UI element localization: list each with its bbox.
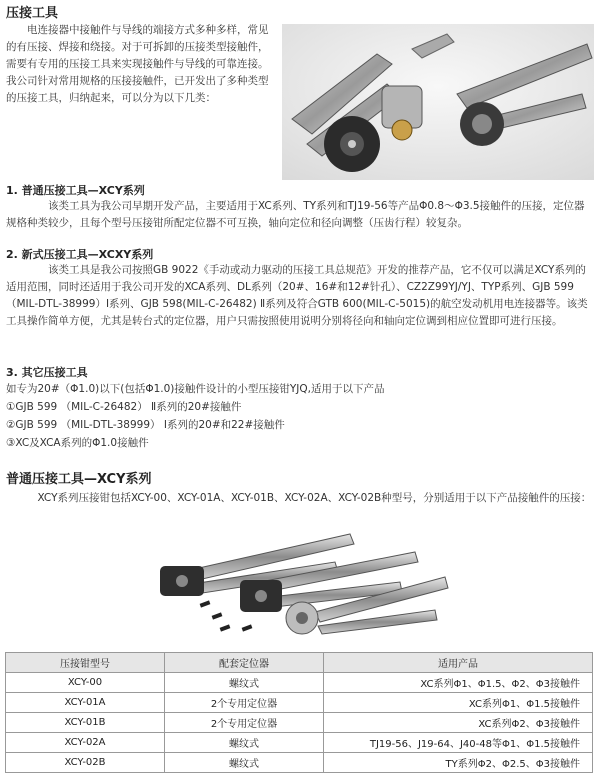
xcy-pliers-illustration [150, 522, 450, 644]
category-1-body: 该类工具为我公司早期开发产品，主要适用于XC系列、TY系列和TJ19-56等产品Φ0.8～Φ3.5接触件的压接，定位器规格种类较少，且每个型号压接钳所配定位器不可互换，轴向定位和径向调整（压齿行程）较复杂。 [6, 200, 585, 229]
cell-products: XC系列Φ1、Φ1.5、Φ2、Φ3接触件 [324, 673, 593, 693]
table-header-row [6, 653, 593, 673]
cell-products: XC系列Φ1、Φ1.5接触件 [324, 693, 593, 713]
header-model: 压接钳型号 [6, 653, 165, 673]
section-2-intro: XCY系列压接钳包括XCY-00、XCY-01A、XCY-01B、XCY-02A、XCY-02B种型号，分别适用于以下产品接触件的压接： [37, 492, 592, 504]
cell-model: XCY-01A [6, 693, 165, 713]
category-3-lead: 如专为20#（Φ1.0)以下(包括Φ1.0)接触件设计的小型压接钳YJQ,适用于以下产品 [6, 383, 385, 395]
cell-model: XCY-02A [6, 733, 165, 753]
table-row [6, 733, 593, 753]
cell-model: XCY-01B [6, 713, 165, 733]
xcy-spec-table [5, 652, 593, 773]
cell-products: TJ19-56、J19-64、J40-48等Φ1、Φ1.5接触件 [324, 733, 593, 753]
cell-model: XCY-00 [6, 673, 165, 693]
list-item: ③XC及XCA系列的Φ1.0接触件 [6, 437, 149, 449]
category-2-body: 该类工具是我公司按照GB 9022《手动或动力驱动的压接工具总规范》开发的推荐产品，它不仅可以满足XCY系列的适用范围，同时还适用于我公司开发的XCA系列、DL系列（20#、16#和12#针孔）、CZ2Z99YJ/YJ、TYP系列、GJB 599（MIL-DTL-38999）Ⅰ系列、GJB 598(MIL-C-26482) Ⅱ系列及符合GTB 600(MIL-C-5015)的航空发动机用电连接器等。该类工具操作简单方便，尤其是转台式的定位器，用户只需按照使用说明分别将径向和轴向定位调到相应位置即可进行压接。 [6, 264, 588, 327]
category-1-title: 1. 普通压接工具—XCY系列 [6, 184, 145, 197]
intro-paragraph: 电连接器中接触件与导线的端接方式多种多样，常见的有压接、焊接和绕接。对于可拆卸的压接类型接触件，需要有专用的压接工具来实现接触件与导线的可靠连接。我公司针对常用规格的压接接触件，已开发出了多种类型的压接工具，归纳起来，可以分为以下几类： [6, 24, 269, 104]
crimp-tools-photo [282, 24, 594, 180]
cell-locator: 2个专用定位器 [165, 693, 324, 713]
crimp-tools-illustration [282, 24, 594, 180]
xcy-pliers-photo [150, 522, 450, 644]
cell-locator: 螺纹式 [165, 733, 324, 753]
page-title: 压接工具 [6, 6, 59, 21]
table-row [6, 713, 593, 733]
cell-locator: 2个专用定位器 [165, 713, 324, 733]
header-locator: 配套定位器 [165, 653, 324, 673]
cell-locator: 螺纹式 [165, 753, 324, 773]
cell-products: TY系列Φ2、Φ2.5、Φ3接触件 [324, 753, 593, 773]
category-3-title: 3. 其它压接工具 [6, 366, 88, 379]
cell-locator: 螺纹式 [165, 673, 324, 693]
table-row [6, 753, 593, 773]
list-item: ①GJB 599 （MIL-C-26482） Ⅱ系列的20#接触件 [6, 401, 242, 413]
cell-products: XC系列Φ2、Φ3接触件 [324, 713, 593, 733]
cell-model: XCY-02B [6, 753, 165, 773]
table-row [6, 673, 593, 693]
list-item: ②GJB 599 （MIL-DTL-38999） Ⅰ系列的20#和22#接触件 [6, 419, 285, 431]
section-2-title: 普通压接工具—XCY系列 [6, 472, 152, 487]
header-products: 适用产品 [324, 653, 593, 673]
table-row [6, 693, 593, 713]
category-2-title: 2. 新式压接工具—XCXY系列 [6, 248, 154, 261]
